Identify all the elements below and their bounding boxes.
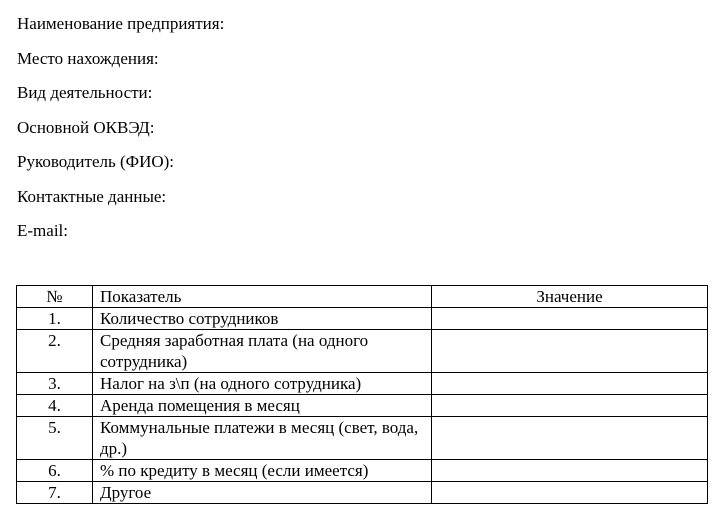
- row-number: 1.: [17, 308, 93, 330]
- company-info-section: [17, 13, 224, 255]
- table-row: [17, 308, 708, 330]
- row-value-cell[interactable]: [432, 395, 708, 417]
- table-header-row: [17, 286, 708, 308]
- row-indicator: Аренда помещения в месяц: [93, 395, 432, 417]
- row-indicator: Другое: [93, 482, 432, 504]
- row-number: 2.: [17, 330, 93, 373]
- table-row: [17, 460, 708, 482]
- row-value-cell[interactable]: [432, 373, 708, 395]
- indicators-table: [16, 285, 708, 504]
- column-header-indicator: Показатель: [93, 286, 432, 308]
- row-number: 4.: [17, 395, 93, 417]
- okved-label: Основной ОКВЭД:: [17, 117, 155, 137]
- email-label: E-mail:: [17, 221, 68, 240]
- row-value-cell[interactable]: [432, 482, 708, 504]
- row-value-cell[interactable]: [432, 417, 708, 460]
- column-header-number: №: [17, 286, 93, 308]
- contacts-label: Контактные данные:: [17, 186, 167, 206]
- row-number: 6.: [17, 460, 93, 482]
- row-number: 7.: [17, 482, 93, 504]
- director-label: Руководитель (ФИО):: [17, 152, 175, 171]
- table-row: [17, 482, 708, 504]
- row-value-cell[interactable]: [432, 308, 708, 330]
- row-number: 3.: [17, 373, 93, 395]
- row-indicator: % по кредиту в месяц (если имеется): [93, 460, 432, 482]
- table-row: [17, 417, 708, 460]
- row-indicator: Коммунальные платежи в месяц (свет, вода, др.): [93, 417, 432, 460]
- row-indicator: Количество сотрудников: [93, 308, 432, 330]
- table-row: [17, 395, 708, 417]
- table-row: [17, 330, 708, 373]
- table-row: [17, 373, 708, 395]
- row-indicator: Средняя заработная плата (на одного сотрудника): [93, 330, 432, 373]
- row-number: 5.: [17, 417, 93, 460]
- row-value-cell[interactable]: [432, 330, 708, 373]
- company-name-label: Наименование предприятия:: [17, 14, 225, 33]
- row-indicator: Налог на з\п (на одного сотрудника): [93, 373, 432, 395]
- location-label: Место нахождения:: [17, 48, 159, 68]
- activity-type-label: Вид деятельности:: [17, 83, 153, 102]
- column-header-value: Значение: [432, 286, 708, 308]
- row-value-cell[interactable]: [432, 460, 708, 482]
